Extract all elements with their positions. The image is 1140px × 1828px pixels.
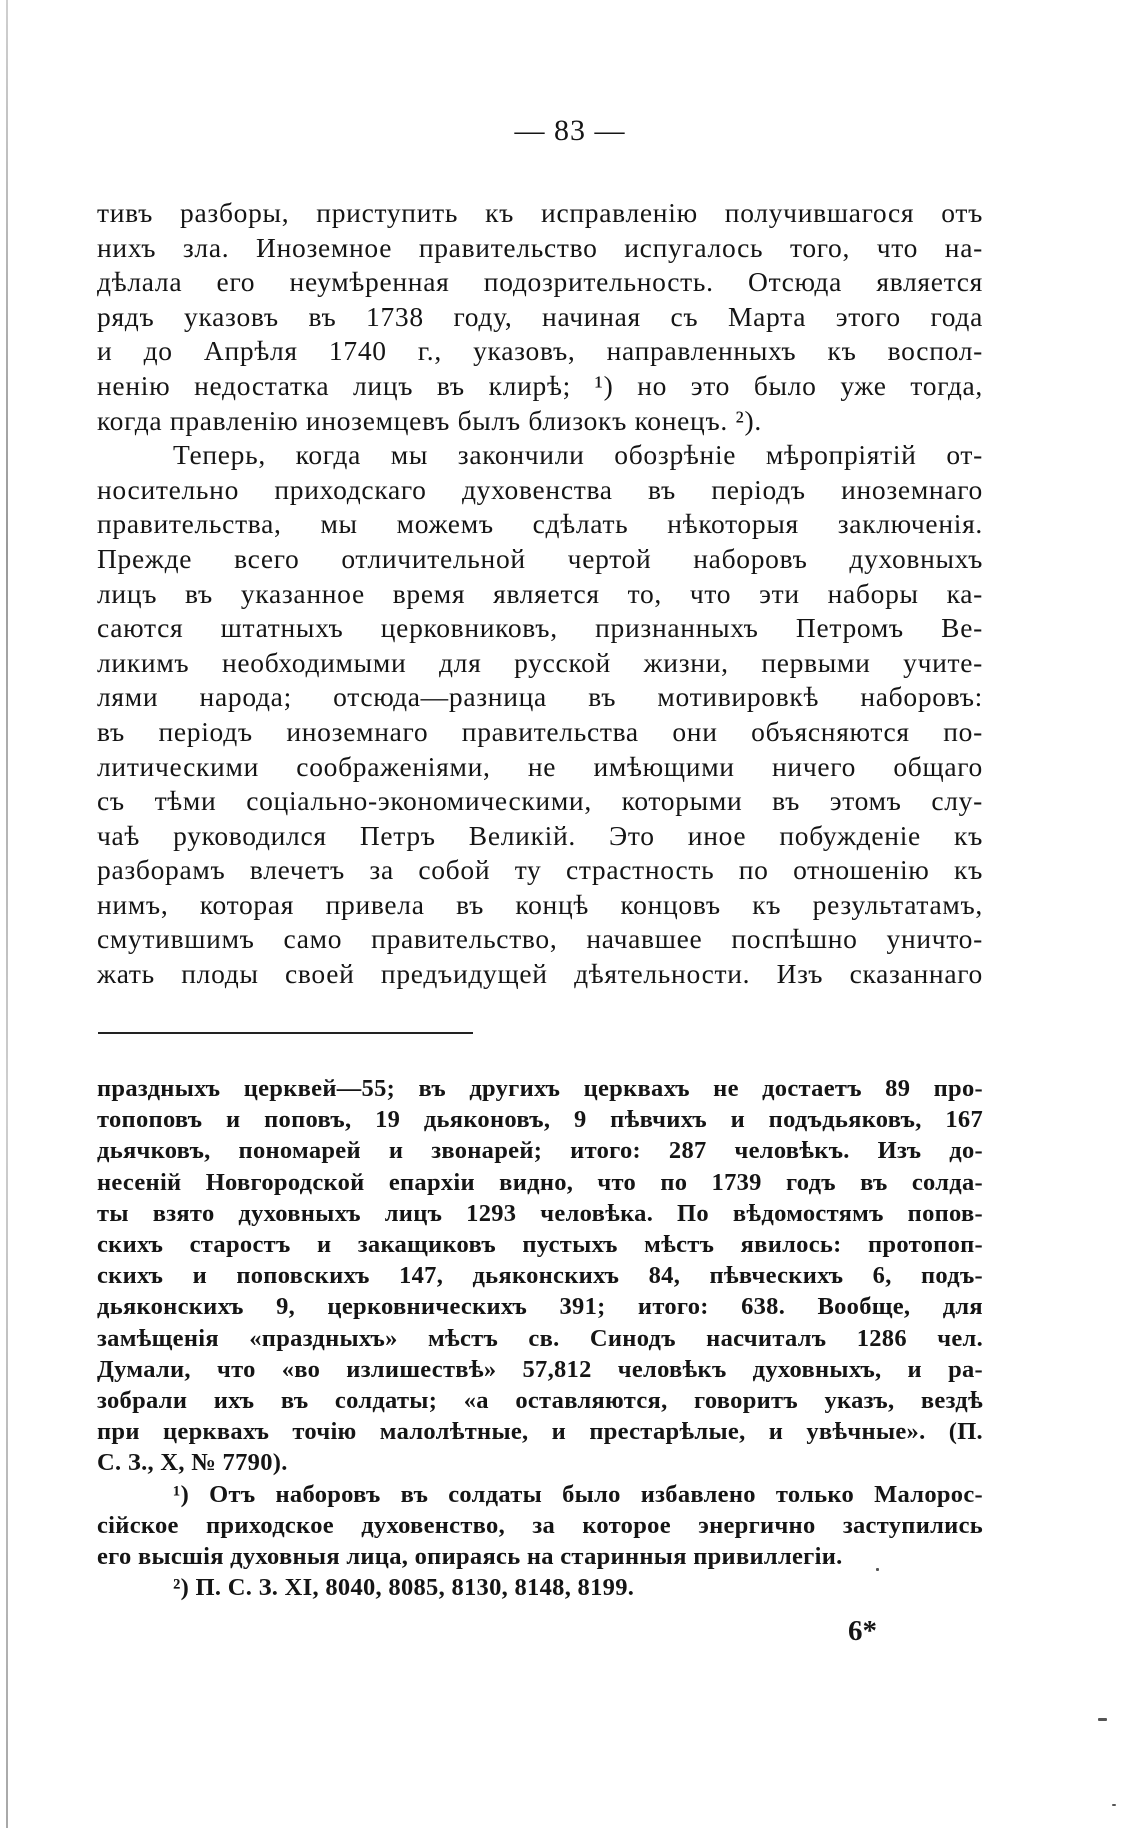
footnote-1 (97, 1479, 983, 1573)
text-line: разборамъ влечетъ за собой ту страстность по отношенію къ (97, 854, 983, 886)
text-line: когда правленію иноземцевъ былъ близокъ конецъ. ²). (97, 404, 762, 436)
footnote-line: зобрали ихъ въ солдаты; «а оставляются, говоритъ указъ, вездѣ (97, 1387, 983, 1415)
text-line: литическими соображеніями, не имѣющими ничего общаго (97, 750, 983, 782)
footnote-line: при церквахъ точію малолѣтные, и престарѣлые, и увѣчные». (П. (97, 1418, 983, 1446)
text-line: ликимъ необходимыми для русской жизни, первыми учите- (97, 646, 983, 678)
text-line: Прежде всего отличительной чертой наборовъ духовныхъ (97, 542, 983, 574)
text-line: чаѣ руководился Петръ Великій. Это иное побужденіе къ (97, 819, 983, 851)
footnote-separator (98, 1032, 473, 1034)
footnote-line: топоповъ и поповъ, 19 дьяконовъ, 9 пѣвчихъ и подъдьяковъ, 167 (97, 1106, 983, 1134)
footnote-line: ты взято духовныхъ лицъ 1293 человѣка. По вѣдомостямъ попов- (97, 1199, 983, 1227)
footnote-line: С. З., X, № 7790). (97, 1449, 288, 1477)
footnote-line: скихъ и поповскихъ 147, дьяконскихъ 84, пѣвческихъ 6, подъ- (97, 1262, 983, 1290)
footnote-line: скихъ старостъ и закащиковъ пустыхъ мѣстъ явилось: протопоп- (97, 1231, 983, 1259)
paragraph-1 (97, 196, 983, 438)
text-line: съ тѣми соціально-экономическими, которыми въ этомъ слу- (97, 785, 983, 817)
footnote-line: его высшія духовныя лица, опираясь на старинныя привиллегіи. (97, 1543, 843, 1571)
footnote-2 (97, 1572, 983, 1603)
footnote-line: Думали, что «во излишествѣ» 57,812 человѣкъ духовныхъ, и ра- (97, 1355, 983, 1383)
footnote-line: ¹) Отъ наборовъ въ солдаты было избавлено только Малорос- (173, 1480, 983, 1508)
footnote-line: несеній Новгородской епархіи видно, что по 1739 годъ въ солда- (97, 1168, 983, 1196)
page-number: — 83 — (514, 114, 626, 147)
text-line: дѣлала его неумѣренная подозрительность. Отсюда является (97, 266, 983, 298)
text-line: лями народа; отсюда—разница въ мотивировкѣ наборовъ: (97, 681, 983, 713)
footnote-line: дьяконскихъ 9, церковническихъ 391; итого: 638. Вообще, для (97, 1293, 983, 1321)
text-line: нимъ, которая привела въ концѣ концовъ къ результатамъ, (97, 888, 983, 920)
text-line: лицъ въ указанное время является то, что эти наборы ка- (97, 577, 983, 609)
text-line: правительства, мы можемъ сдѣлать нѣкоторыя заключенія. (97, 508, 983, 540)
main-text (97, 196, 983, 992)
footnotes (97, 1073, 983, 1603)
text-line: Теперь, когда мы закончили обозрѣніе мѣропріятій от- (173, 439, 983, 471)
paragraph-2 (97, 438, 983, 992)
text-line: смутившимъ само правительство, начавшее поспѣшно уничто- (97, 923, 983, 955)
scan-speck (1098, 1718, 1107, 1721)
text-line: носительно приходскаго духовенства въ періодъ иноземнаго (97, 473, 983, 505)
text-line: саются штатныхъ церковниковъ, признанныхъ Петромъ Ве- (97, 612, 983, 644)
footnote-continuation (97, 1073, 983, 1479)
text-line: и до Апрѣля 1740 г., указовъ, направленныхъ къ воспол- (97, 335, 983, 367)
text-line: нихъ зла. Иноземное правительство испугалось того, что на- (97, 231, 983, 263)
scan-speck (876, 1568, 879, 1571)
footnote-line: замѣщенія «праздныхъ» мѣстъ св. Синодъ насчиталъ 1286 чел. (97, 1324, 983, 1352)
footnote-line: сійское приходское духовенство, за которое энергично заступились (97, 1511, 983, 1539)
scan-speck (1112, 1804, 1116, 1806)
text-line: рядъ указовъ въ 1738 году, начиная съ Марта этого года (97, 300, 983, 332)
footnote-line: дьячковъ, пономарей и звонарей; итого: 287 человѣкъ. Изъ до- (97, 1137, 983, 1165)
text-line: тивъ разборы, приступить къ исправленію получившагося отъ (97, 197, 983, 228)
text-line: жать плоды своей предъидущей дѣятельности. Изъ сказаннаго (97, 958, 983, 990)
page-edge-line (6, 0, 8, 1828)
footnote-line: ²) П. С. З. XI, 8040, 8085, 8130, 8148, 8199. (173, 1574, 635, 1602)
text-line: ненію недостатка лицъ въ клирѣ; ¹) но это было уже тогда, (97, 369, 983, 401)
text-line: въ періодъ иноземнаго правительства они объясняются по- (97, 715, 983, 747)
footnote-line: праздныхъ церквей—55; въ другихъ церквахъ не достаетъ 89 про- (97, 1075, 983, 1102)
signature-mark: 6* (848, 1615, 877, 1647)
